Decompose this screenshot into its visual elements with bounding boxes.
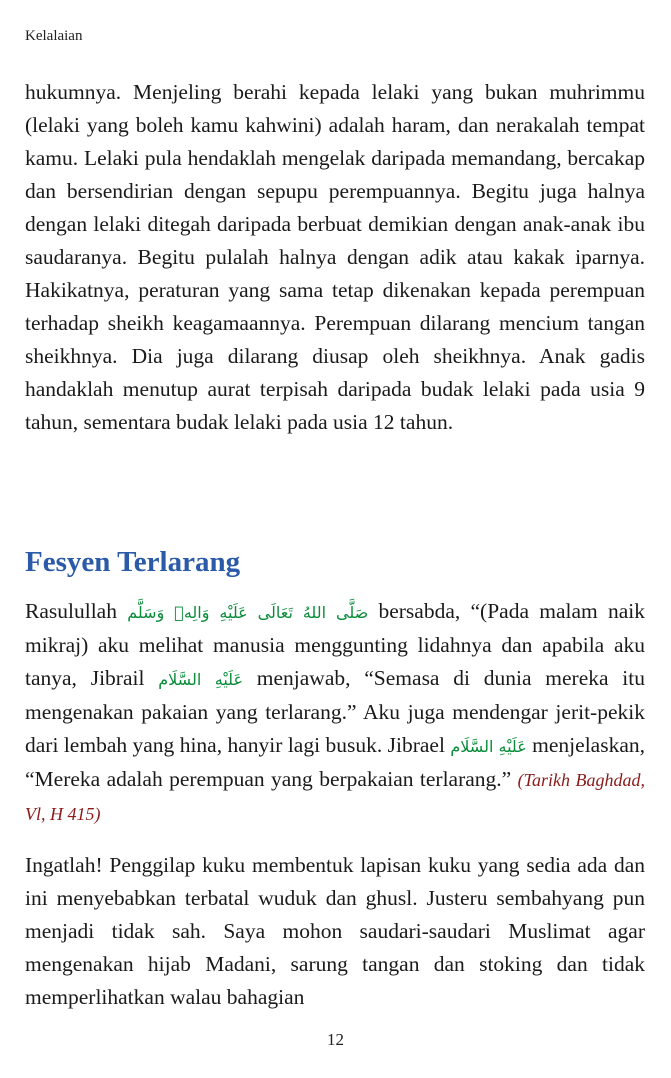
page-number: 12 bbox=[327, 1030, 344, 1049]
running-header: Kelalaian bbox=[25, 28, 83, 44]
text-run: Rasulullah bbox=[25, 599, 128, 623]
body-paragraph-hadith bbox=[25, 595, 645, 831]
body-paragraph: Ingatlah! Penggilap kuku membentuk lapisan kuku yang sedia ada dan ini menyebabkan terbatal wuduk dan ghusl. Justeru sembahyang pun menjadi tidak sah. Saya mohon saudari-saudari Muslimat agar mengenakan hijab Madani, sarung tangan dan stoking dan tidak memperlihatkan walau bahagian bbox=[25, 853, 645, 1009]
body-paragraph: hukumnya. Menjeling berahi kepada lelaki yang bukan muhrimmu (lelaki yang boleh kamu kahwini) adalah haram, dan nerakalah tempat kamu. Lelaki pula hendaklah mengelak daripada memandang, bercakap dan bersendirian dengan sepupu perempuannya. Begitu juga halnya dengan lelaki ditegah daripada berbuat demikian dengan anak-anak ibu saudaranya. Begitu pulalah halnya dengan adik atau kakak iparnya. Hakikatnya, peraturan yang sama tetap dikenakan kepada perempuan terhadap sheikh keagamaannya. Perempuan dilarang mencium tangan sheikhnya. Dia juga dilarang diusap oleh sheikhnya. Anak gadis handaklah menutup aurat terpisah daripada budak lelaki pada usia 9 tahun, sementara budak lelaki pada usia 12 tahun. bbox=[25, 80, 645, 434]
text-run: menjawab, “Semasa di dunia mereka itu mengenakan pakaian yang terlarang.” Aku juga mendengar jerit-pekik dari lembah yang hina, hanyir lagi busuk. Jibrael bbox=[25, 666, 645, 757]
alaihissalam-calligraphy: عَلَيْهِ السَّلَام bbox=[158, 670, 243, 689]
section-heading: Fesyen Terlarang bbox=[25, 546, 241, 578]
text-run: menjelaskan, “Mereka adalah perempuan yang berpakaian terlarang.” bbox=[25, 733, 646, 791]
citation: (Tarikh Baghdad, Vl, H 415) bbox=[25, 770, 645, 824]
salawat-calligraphy: صَلَّى اللهُ تَعَالَى عَلَيْهِ وَالِهٖ وَسَلَّم bbox=[127, 603, 369, 622]
text-run: bersabda, “(Pada malam naik mikraj) aku melihat manusia menggunting lidahnya dan apabila aku tanya, Jibrail bbox=[25, 599, 646, 690]
alaihissalam-calligraphy: عَلَيْهِ السَّلَام bbox=[450, 737, 527, 756]
